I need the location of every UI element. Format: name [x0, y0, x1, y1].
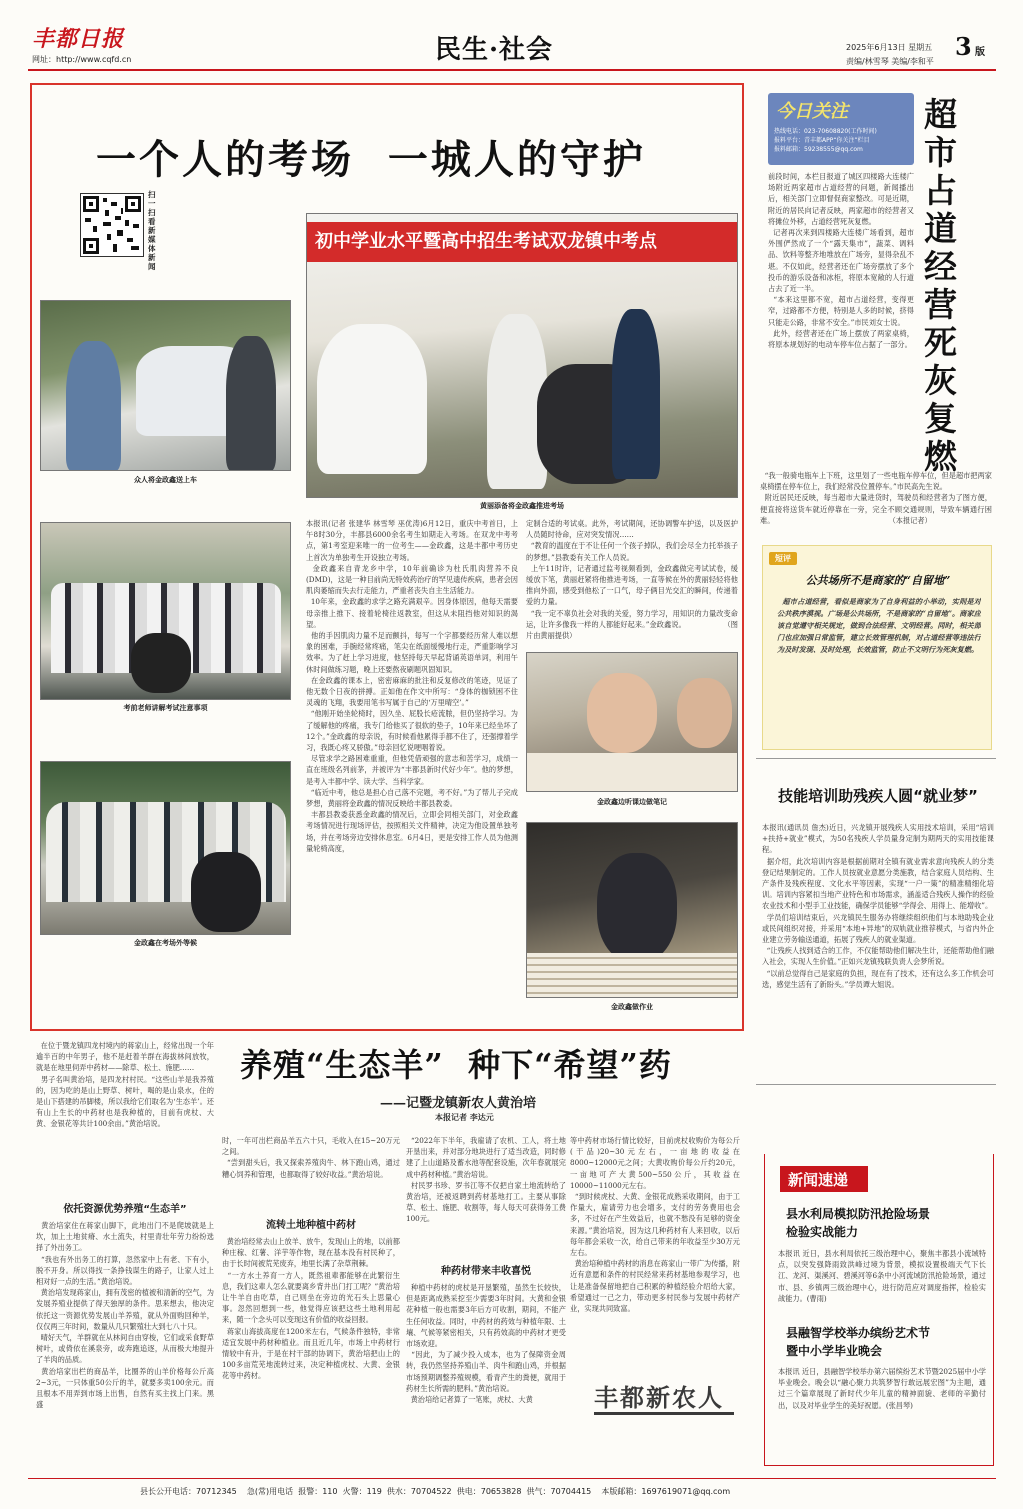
exam-banner: 初中学业水平暨高中招生考试双龙镇中考点: [307, 222, 738, 262]
farmer-col-3a: “2022年下半年，我雇请了农机、工人，将土地开垦出来，并对部分地块进行了适当改造，同时修建了上山道路及蓄水池等配套设施，次年春就展完成中药材种植。”黄治培说。 村民罗书珍、罗书江等不仅把自家土地流转给了黄治培，还被返聘到药材基地打工。主要从事除草、松土、施肥、收割等，每人每天可获得务工费100元。: [406, 1136, 566, 1224]
farmer-subhead-3: 种药材带来丰收喜悦: [441, 1266, 531, 1277]
caption-photo-1: 众人将金政鑫送上车: [134, 475, 197, 484]
express-body-1: 本报讯 近日，县水利局依托三级治理中心，聚焦丰都县小流域特点，以突发强降雨致洪峰过境为背景，模拟设置极端天气下长江、龙河、渠溪河、碧溪河等6条中小河流域防汛抢险场景，通过市、县、乡镇两三级治理中心，进行防范应对调度指挥，检验实战能力。(曹雨): [778, 1249, 986, 1303]
farmer-col-2a: 时，一年可出栏商品羊五六十只，毛收入在15~20万元之间。 “尝到甜头后，我又探索养殖肉牛、林下跑山鸡，通过糟心饲养和管理，也都取得了较好收益。”黄治培说。: [222, 1136, 400, 1179]
photo-boarding-car: [40, 300, 291, 471]
qr-label: 扫一扫 看 新 媒 体 新 闻: [148, 190, 156, 271]
caption-photo-5: 金政鑫边听课边做笔记: [597, 797, 667, 806]
person-silhouette: [612, 309, 660, 479]
book-stack: [527, 953, 738, 998]
today-focus-title: 今日关注: [776, 101, 848, 122]
express-headline-1: 县水利局模拟防汛抢险场景 检验实战能力: [786, 1207, 931, 1239]
skills-headline: 技能培训助残疾人圆“就业梦”: [778, 787, 978, 805]
comment-box: [762, 545, 992, 750]
desk-shape: [527, 753, 738, 792]
wheelchair-shape: [191, 852, 261, 932]
website-url[interactable]: 网址：http://www.cqfd.cn: [32, 55, 132, 64]
farmer-headline: 养殖“生态羊” 种下“希望”药: [240, 1046, 672, 1084]
stamp-underline: [594, 1412, 734, 1415]
page-number: 3: [955, 32, 972, 61]
photo-waiting-outside: [40, 761, 291, 935]
express-body-2: 本报讯 近日，县融智学校举办第六届缤纷艺术节暨2025届中小学毕业晚会。晚会以“融心聚力共筑梦智行敢远展宏图”为主题，通过三个篇章展现了新时代少年儿童的精神面貌、老师的辛勤付出，以及对毕业学生的美好祝愿。(张昌琴): [778, 1367, 986, 1410]
photo-taking-notes: [526, 652, 738, 792]
divider: [756, 758, 996, 759]
caption-photo-6: 金政鑫做作业: [611, 1002, 653, 1011]
farmer-byline: 本报记者 李达元: [435, 1112, 494, 1122]
today-focus-body-wide: “我一般骑电瓶车上下班，这里划了一些电瓶车停车位，但是超市把两家桌椅摆在停车位上，我们经常没位置停车。”市民高先生说。 附近居民还反映，每当超市大量进货时，驾驶员和经营者为了图方便，便直接将送货车就近停靠在一旁，完全不顾交通规则，导致车辆通行困难。 （本报记者）: [760, 471, 992, 525]
farmer-col-3b: 种植中药材的虎杖是开垦繁殖，虽然生长较快，但是距离成熟采挖至少需要3年时间。大黄和金银花种植一般也需要3年后方可收割，期间，不能产生任何收益。同时，中药材的药效与种植年限、土壤、气候等紧密相关，只有药效高的中药材才更受市场欢迎。 “因此，为了减少投入成本，也为了保障资金周转，我仍然坚持养殖山羊、肉牛和跑山鸡，并根据市场预期调整养殖规模，看青产生的粪便，就用于药材生长所需的肥料。”黄治培说。 黄治培给记者算了一笔账，虎杖、大黄: [406, 1283, 566, 1405]
footer-rule: [28, 1478, 996, 1479]
person-silhouette: [66, 341, 121, 471]
newspaper-logo: 丰都日报: [32, 26, 125, 52]
farmer-col-1: 黄治培家住在蒋家山脚下，此地出门不是爬坡就是上坎，加上土地贫瘠、水土流失，村里青壮年劳力纷纷选择了外出务工。 “我也有外出务工的打算，忽然家中上有老、下有小，脱不开身。所以得找一条挣钱谋生的路子，让家人过上相对好一点的生活。”黄治培说。 黄治培发现蒋家山，拥有茂密的植被和清新的空气，为发展养殖业提供了得天独厚的条件。思来想去，他决定依托这一资源优势发展山羊养殖，就从外面购回种羊，仅仅两三年时间，数量从几只繁殖壮大到七八十只。 晴好天气，羊群就在从林间自由穿梭，它们或采食野草树叶，或倚依在溪泉旁，或奔跑追逐，从而极大地提升了羊肉的品质。 黄治培家出栏的商品羊，比圈养的山羊价格每公斤高2~3元，一只体重50公斤的羊，就要多卖100余元。而且根本不用弄到市场上出售，自然有买主找上门来。黑盛: [36, 1221, 214, 1410]
caption-photo-4: 金政鑫在考场外等候: [134, 938, 197, 947]
masthead-rule: [28, 69, 996, 71]
car-shape: [317, 324, 427, 474]
photo-students-briefing: [40, 522, 291, 700]
comment-body: 超市占道经营，看似是商家为了自身利益的小举动，实则是对公共秩序漠视。广场是公共场所，不是商家的“自留地”。商家应该自觉遵守相关规定，做到合法经营、文明经营。同时，相关部门也应加强日常监管，建立长效管理机制，对占道经营等违法行为及时发现、及时处理，长效监管，防止不文明行为死灰复燃。: [777, 597, 981, 654]
page-suffix: 版: [975, 47, 985, 58]
hotline-info: 热线电话：023-70608820(工作时间) 报料平台：青丰都APP“你关注”栏目 报料邮箱：59238555@qq.com: [774, 128, 877, 153]
section-title: 民生·社会: [435, 35, 554, 65]
comment-tag: 短评: [769, 552, 797, 565]
farmer-subhead: ——记暨龙镇新农人黄治培: [380, 1096, 537, 1111]
skills-body: 本报讯(通讯员 詹杰)近日，兴龙镇开展残疾人实用技术培训，采用“培训+扶持+就业”模式，为50名残疾人学员量身定制为期两天的实用技能课程。 据介绍，此次培训内容是根据前期对全镇有就业需求意向残疾人的分类登记结果制定的。工作人员按就业意愿分类施教，结合家庭人员结构、生产条件及残疾程度、文化水平等因素，实现“一户一策”的精准精细化培训。培训内容紧扣当地产业特色和市场需求，涵盖适合残疾人操作的经验农业技术和小型手工业技能，确保学员能够“学得会、用得上、能增收”。 学员们培训结束后，兴龙镇民生服务办将继续组织他们与本地助残企业或民间组织对接，并采用“本地+异地”的双轨就业推荐模式，与省内外企业建立劳务输送通道，拓展了残疾人的就业渠道。 “让残疾人找到适合的工作，不仅能帮助他们解决生计，还能帮助他们融入社会，实现人生价值。”正如兴龙镇残联负责人会梦所说。 “以前总觉得自己是家庭的负担，现在有了技术，还有这么多工作机会可选，感觉生活有了新盼头。”学员谭大姐说。: [762, 823, 994, 989]
lead-body-column-2: 定制合适的考试桌。此外，考试期间，还协调警车护送，以及医护人员随时待命，应对突发情况…… “教育的温度在于不让任何一个孩子掉队，我们会尽全力托举孩子的梦想。”县教委有关工作人员说。 上午11时许，记者通过监考视频看到，金政鑫做完考试试卷，缓缓放下笔，黄丽赶紧将他推进考场，一直等候在外的黄丽轻轻将他推向外面，感受到他松了一口气，母子俩目光交汇的瞬间，传递着爱的力量。 “我一定不辜负社会对我的关爱，努力学习，用知识的力量改变命运，让许多像我一样的人都能好起来。”金政鑫说。 （图片由黄丽提供）: [526, 519, 738, 641]
farmer-subhead-1: 依托资源优势养殖“生态羊”: [63, 1204, 187, 1215]
farmer-intro: 在位于暨龙镇四龙村境内的蒋家山上，经常出现一个年逾半百的中年男子，他不是赶着羊群在海拔林间放牧，就是在地里伺弄中药材——除草、松土、施肥…… 男子名叫黄治培，是四龙村村民。“这些山羊是我养殖的，因为吃的是山上野草、树叶，喝的是山泉水，住的是山下搭建的吊脚楼，所以我给它们取名为‘生态羊’。还有山上生长的中药材也是我种植的，目前有虎杖、大黄、金银花等共计100余亩。”黄治培说。: [36, 1041, 214, 1129]
farmer-col-2b: 黄治培经常去山上放羊、放牛，发现山上的地，以前都种庄稼、红薯、洋芋等作物，现在基本没有村民种了，由于长时间被荒芜废弃，地里长满了杂草荆棘。 “一方水土养育一方人，既然祖辈都能够在此繁衍生息，我们这辈人怎么就要离乡背井出门打工呢？”黄治培让牛羊自由吃草，自己则坐在旁边的光石头上思量心事。忽然回想到一些，他觉得应该把这些土地利用起来，随一个念头可以变现这有价值的收益回报。 蒋家山海拔高度在1200米左右，气候条件独特，非常适宜发展中药材种植业。而且近几年，市场上中药材行情较中有升，于是在村干部的协调下，黄治培把山上的100多亩荒芜地流转过来，决定种植虎杖、大黄、金银花等中药材。: [222, 1237, 400, 1381]
farmer-col-4: 等中药材市场行情比较好，目前虎杖收购价为每公斤(干品)20~30元左右，一亩地的收益在8000~12000元之间；大黄收购价每公斤约20元，一亩地可产大黄500~550公斤，其收益在10000~11000元左右。 “到时候虎杖、大黄、金银花成熟采收期间，由于工作量大，雇请劳力也会增多，支付的劳务费用也会多，不过好在产生效益后，也就不愁没有足够的资金来源。”黄治培说，因为这几种药材有人来回收，以后每年都会采收一次，给自己带来的年收益至少30万元左右。 黄治培种植中药材的消息在蒋家山一带广为传播，附近有意愿和条件的村民经常来药材基地参观学习，也让是准备保留地把自己积累的种植经验介绍给大家，希望通过一己之力，带动更多村民参与发展中药材产业，实现共同致富。: [570, 1136, 740, 1314]
photo-wheelchair-entry: [306, 213, 738, 498]
wheelchair-shape: [131, 633, 191, 693]
lead-headline: 一个人的考场 一城人的守护: [96, 136, 646, 183]
editors: 责编/林雪琴 美编/李和平: [846, 57, 934, 66]
caption-photo-3: 考前老师讲解考试注意事项: [123, 703, 208, 712]
today-focus-box: [768, 93, 914, 165]
news-express-title: 新闻速递: [788, 1171, 849, 1189]
lead-body-column-1: 本报讯(记者 张建华 林雪琴 巫优涛)6月12日，重庆中考首日，上午8时30分，丰都县6000余名考生如期走入考场。在双龙中考考点，第1考室迎来唯一的一位考生——金政鑫，这是丰都中考历史上首次为单独考生开设独立考场。 金政鑫来自青龙乡中学，10年前确诊为杜氏肌肉营养不良(DMD)，这是一种目前尚无特效药治疗的罕见遗传疾病，患者会因肌肉萎缩而失去行走能力，严重者丧失自主生活能力。 10年来，金政鑫的求学之路充满艰辛。因身体原因，他每天需要母亲推上推下、接着轮椅往返教室，但这从未阻挡他对知识的渴望。 他的手因肌肉力量不足而颤抖，每写一个字都要经历常人难以想象的困难，手腕经常疼痛，笔尖在纸面缓慢地行走，严重影响学习效率。为了赶上学习进度，他坚持每天早起背诵英语单词，利用午休时间做练习题，晚上还要熬夜刷题巩固知识。 在金政鑫的课本上，密密麻麻的批注和反复修改的笔迹，见证了他无数个日夜的拼搏。正如他在作文中所写：“身体的枷锁困不住灵魂的飞翔，我要用笔书写属于自己的‘万里晴空’。” “他刚开始坐轮椅时，因久坐、屁股长疮流脓，但仍坚持学习。为了缓解他的疼痛，我专门给他买了很软的垫子，10年来已经坐坏了12个。”金政鑫的母亲说，有时候看他累得手都不住了，还强撑着学习，我既心疼又骄傲。”母亲回忆说哽咽着说。 尽管求学之路困难重重，但他凭借顽强的意志和苦学习，成绩一直在班级名列前茅，并被评为“丰都县新时代好少年”。他的梦想，是考入丰都中学、读大学、当科学家。 “临近中考，他总是担心自己落不完题，考不好。”为了帮儿子完成梦想，黄丽将金政鑫的情况反映给丰都县教委。 丰都县教委获悉金政鑫的情况后，立即会同相关部门，对金政鑫考场情况进行现场评估，按照相关文件精神，决定为他设置单独考场，并在考场旁边安排休息室。6月4日，更是安排工作人员为他测量轮椅高度，: [306, 519, 518, 853]
qr-code[interactable]: [80, 193, 144, 257]
caption-photo-2: 黄丽添备将金政鑫推进考场: [480, 501, 564, 510]
today-focus-body: 前段时间，本栏目报道了城区四楼路大连楼广场附近两家超市占道经营的问题，新闻播出后，相关部门立即督促商家整改。可是近期，附近的居民向记者反映，两家超市的经营者又将摊位外移，占道经营死灰复燃。 记者再次来到四楼路大连楼广场看到，超市外围俨然成了一个“露天集市”，蔬菜、调料品、饮料等整齐地堆放在广场旁，显得杂乱不堪。不仅如此，经营者还在广场旁摆放了多个投币的游乐设备和冰柜，将原本宽敞的人行道占去了近一半。 “本来这里都不宽，超市占道经营，变得更窄，过路都不方便，特别是人多的时候，挤得只能走公路，非常不安全。”市民刘女士说。 此外，经营者还在广场上摆放了两家桌椅，将原本规划好的电动车停车位占据了一部分。: [768, 172, 914, 350]
new-farmer-stamp: 丰都新农人: [594, 1383, 724, 1412]
qr-pattern: [81, 194, 143, 256]
divider: [756, 1084, 996, 1085]
issue-date: 2025年6月13日 星期五: [846, 43, 933, 52]
student-face: [587, 673, 657, 753]
photo-homework: [526, 822, 738, 998]
student-silhouette: [597, 853, 677, 963]
person-silhouette: [226, 336, 276, 471]
comment-title: 公共场所不是商家的“自留地”: [805, 574, 951, 587]
masthead: [0, 0, 1023, 72]
footer-contacts: 县长公开电话：70712345 急(常)用电话 报警：110 火警：119 供水：70704522 供电：70653828 供气：70704415 本版邮箱：1697619071@qq.com: [140, 1487, 731, 1496]
express-headline-2: 县融智学校举办缤纷艺术节 暨中小学毕业晚会: [786, 1326, 931, 1358]
farmer-subhead-2: 流转土地种植中药材: [266, 1220, 356, 1231]
student-face: [677, 678, 732, 748]
today-focus-headline: 超市占道经营死灰复燃: [924, 95, 957, 476]
